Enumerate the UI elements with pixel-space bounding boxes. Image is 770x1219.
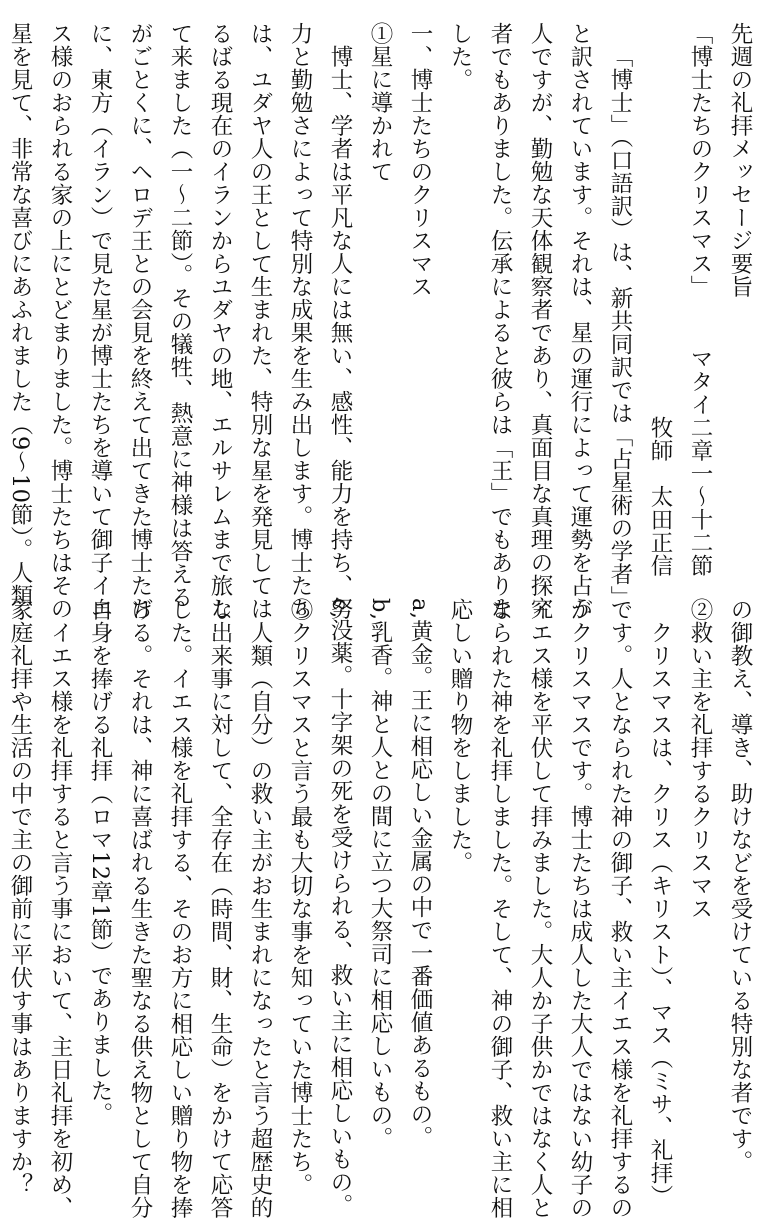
body-line: がクリスマスです。博士たちは成人した大人ではない幼子の (567, 598, 593, 1219)
subtitle-row (680, 22, 720, 577)
gift-item-frankincense: b,乳香。神と人との間に立つ大祭司に相応しいもの。 (367, 598, 393, 1150)
section-heading-1: 一、博士たちのクリスマス (407, 22, 433, 298)
body-line: 人ですが、勤勉な天体観察者であり、真面目な真理の探究 (527, 22, 553, 620)
body-line: した。イエス様を礼拝する、そのお方に相応しい贈り物を捧 (167, 598, 193, 1219)
pastor-name: 牧師 太田正信 (647, 416, 673, 577)
body-line: と訳されています。それは、星の運行によって運勢を占う (567, 22, 593, 620)
body-line: げる。それは、神に喜ばれる生きた聖なる供え物として自分 (127, 598, 153, 1219)
body-line: イエス様を平伏して拝みました。大人か子供かではなく人と (527, 598, 553, 1219)
body-line: イエス様を礼拝すると言う事において、主日礼拝を初め、 (47, 620, 73, 1219)
body-line: 博士、学者は平凡な人には無い、感性、能力を持ち、努 (327, 44, 353, 620)
body-line: て来ました（一～二節）。その犠牲、熱意に神様は答える (167, 22, 193, 609)
body-line: な出来事に対して、全存在（時間、財、生命）をかけて応答 (207, 598, 233, 1219)
scripture-reference: マタイ二章一～十二節 (687, 347, 713, 577)
body-line: がごとくに、ヘロデ王との会見を終えて出てきた博士たち (127, 22, 153, 620)
bottom-column-block (7, 598, 760, 1219)
author-line (640, 22, 680, 577)
body-line: 星を見て、非常な喜びにあふれました（9～10節）。人類 (7, 22, 33, 608)
body-line: 者でもありました。伝承によると彼らは「王」でもありま (487, 22, 513, 620)
body-line: 力と勤勉さによって特別な成果を生み出します。博士たち (287, 22, 313, 620)
subheading-3: ③クリスマスと言う最も大切な事を知っていた博士たち。 (287, 598, 313, 1196)
top-column-block (7, 22, 760, 620)
body-line: ス様のおられる家の上にとどまりました。博士たちはその (47, 22, 73, 620)
subheading-2: ②救い主を礼拝するクリスマス (687, 598, 713, 920)
body-line: 人類（自分）の救い主がお生まれになったと言う超歴史的 (247, 620, 273, 1219)
body-line: の御教え、導き、助けなどを受けている特別な者です。 (727, 598, 753, 1173)
body-line: 家庭礼拝や生活の中で主の御前に平伏す事はありますか？ (7, 598, 33, 1196)
subheading-1: ①星に導かれて (367, 22, 393, 183)
body-line: なられた神を礼拝しました。そして、神の御子、救い主に相 (487, 598, 513, 1219)
body-line-kakko: 「博士」（口語訳）は、新共同訳では「占星術の学者」 (607, 44, 633, 609)
body-line: クリスマスは、クリス（キリスト）、マス（ミサ、礼拝） (647, 620, 673, 1208)
body-line: は、ユダヤ人の王として生まれた、特別な星を発見しては (247, 22, 273, 620)
body-line: 応しい贈り物をしました。 (447, 598, 473, 874)
body-line: 自身を捧げる礼拝（ロマ12章1節）でありました。 (87, 598, 113, 1126)
article-subtitle: 「博士たちのクリスマス」 (687, 22, 713, 298)
body-line: です。人となられた神の御子、救い主イエス様を礼拝するの (607, 598, 633, 1219)
gift-item-gold: a,黄金。王に相応しい金属の中で一番価値あるもの。 (407, 598, 433, 1149)
body-line: るばる現在のイランからユダヤの地、エルサレムまで旅し (207, 22, 233, 620)
body-line: した。 (447, 22, 473, 91)
article-title: 先週の礼拝メッセージ要旨 (727, 22, 753, 298)
gift-item-myrrh: c,没薬。十字架の死を受けられる、救い主に相応しいもの。 (327, 598, 353, 1217)
body-line: に、東方（イラン）で見た星が博士たちを導いて御子イエ (87, 22, 113, 620)
